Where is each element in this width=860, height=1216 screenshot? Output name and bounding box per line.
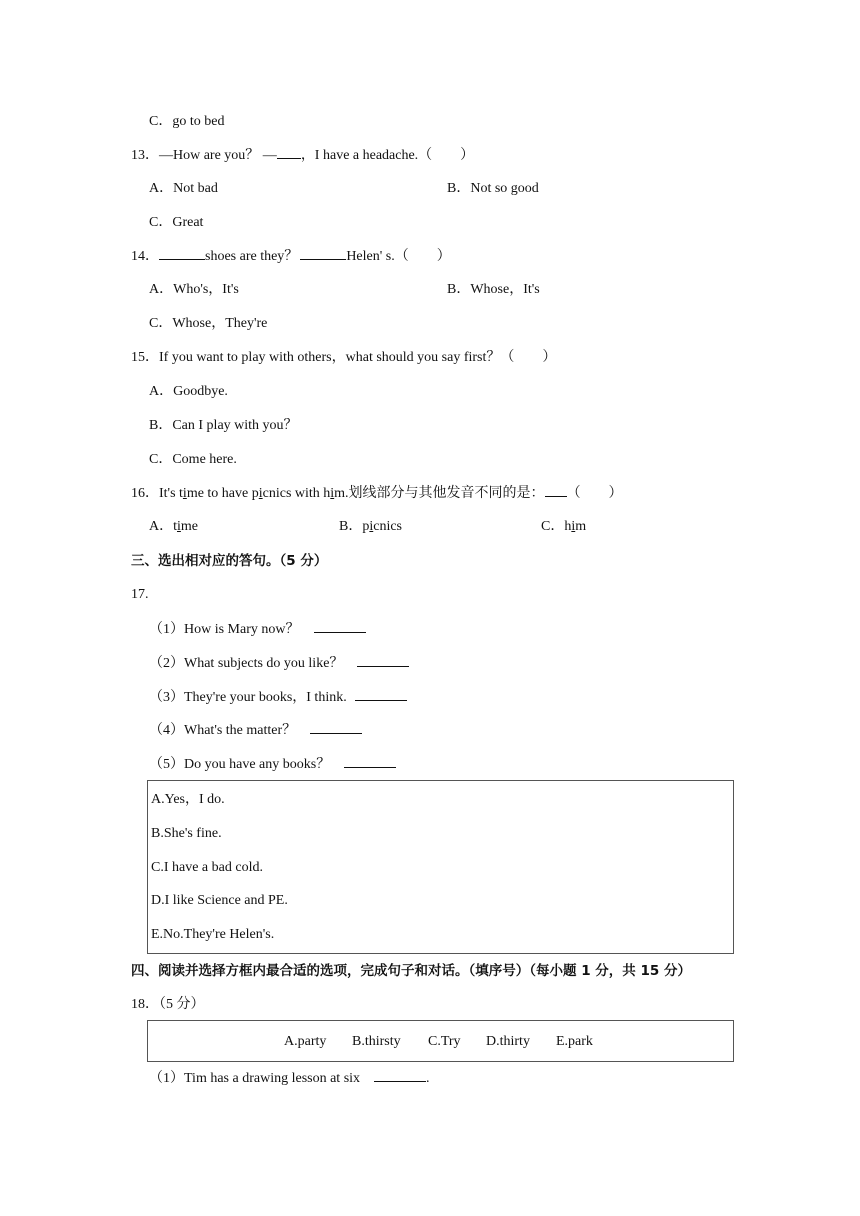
q17-answer-a: A.Yes，I do.: [151, 792, 225, 807]
q17-item-4-text: （4）What's the matter？: [149, 723, 297, 738]
q14-option-c[interactable]: C．Whose，They're: [149, 316, 268, 331]
q16-blank[interactable]: [545, 484, 567, 497]
q16-underlined-3: i: [330, 486, 335, 501]
q15-option-b[interactable]: B．Can I play with you？: [149, 418, 298, 433]
q17-number: 17.: [131, 587, 149, 602]
q13-option-b[interactable]: B．Not so good: [447, 181, 539, 196]
q17-item-4: [149, 721, 362, 740]
q17-answer-b: B.She's fine.: [151, 826, 222, 841]
q16-text-4: m.划线部分与其他发音不同的是：: [334, 486, 545, 501]
q16-option-a[interactable]: [149, 518, 198, 536]
q15-option-a[interactable]: A．Goodbye.: [149, 384, 228, 399]
q16-option-c-underlined: i: [571, 519, 576, 534]
q16-option-b-post: cnics: [373, 519, 402, 534]
q16-text-3: cnics with h: [262, 486, 331, 501]
q13-option-a[interactable]: A．Not bad: [149, 181, 218, 196]
q17-answer-c: C.I have a bad cold.: [151, 860, 263, 875]
q17-item-1-text: （1）How is Mary now？: [149, 622, 300, 637]
q16-option-b[interactable]: [339, 518, 402, 536]
q14-part2: Helen' s.（ ）: [346, 249, 451, 264]
q14-blank-2[interactable]: [300, 247, 346, 260]
q18-item-1-period: .: [426, 1071, 430, 1086]
q16-text-1: 16．It's t: [131, 486, 183, 501]
q18-item-1: [149, 1069, 430, 1088]
q14-option-a[interactable]: A．Who's，It's: [149, 282, 239, 297]
section-4-heading: 四、阅读并选择方框内最合适的选项，完成句子和对话。（填序号）（每小题 1 分，共 15 分）: [131, 963, 691, 979]
q16-underlined-1: i: [182, 486, 187, 501]
q17-item-3-text: （3）They're your books，I think.: [149, 690, 347, 705]
q16-option-a-post: me: [180, 519, 198, 534]
q17-item-3: [149, 688, 407, 707]
section-3-heading: 三、选出相对应的答句。（5 分）: [131, 553, 328, 569]
q17-item-5-text: （5）Do you have any books？: [149, 757, 331, 772]
q12-option-c[interactable]: C．go to bed: [149, 114, 225, 129]
q13-suffix: ，I have a headache.（ ）: [300, 148, 475, 163]
q14-blank-1[interactable]: [159, 247, 205, 260]
q18-choice-a: A.party: [284, 1034, 327, 1049]
q16-text-2: me to have p: [186, 486, 259, 501]
q17-item-2-blank[interactable]: [357, 654, 409, 667]
q16-option-c-pre: C．h: [541, 519, 572, 534]
q18-choice-d: D.thirty: [486, 1034, 530, 1049]
q16-option-b-underlined: i: [369, 519, 374, 534]
q14-option-b[interactable]: B．Whose，It's: [447, 282, 540, 297]
q18-number: 18．（5 分）: [131, 997, 205, 1012]
q17-answer-d: D.I like Science and PE.: [151, 893, 288, 908]
q13-question: [131, 146, 474, 165]
q16-option-a-pre: A．t: [149, 519, 177, 534]
q16-option-a-underlined: i: [177, 519, 181, 534]
q18-item-1-text: （1）Tim has a drawing lesson at six: [149, 1071, 361, 1086]
q13-blank[interactable]: [277, 146, 301, 159]
q18-choice-b: B.thirsty: [352, 1034, 401, 1049]
q17-answer-e: E.No.They're Helen's.: [151, 927, 275, 942]
q16-option-c[interactable]: [541, 518, 586, 536]
q14-question: [131, 247, 451, 266]
q16-option-c-post: m: [575, 519, 587, 534]
q16-option-b-pre: B．p: [339, 519, 370, 534]
q17-item-3-blank[interactable]: [355, 688, 407, 701]
q17-item-2: [149, 654, 409, 673]
q13-option-c[interactable]: C．Great: [149, 215, 204, 230]
q17-item-5-blank[interactable]: [344, 755, 396, 768]
q16-question: [131, 484, 623, 503]
q18-choice-e: E.park: [556, 1034, 593, 1049]
q17-item-1-blank[interactable]: [314, 620, 366, 633]
q18-item-1-blank[interactable]: [374, 1069, 426, 1082]
q16-underlined-2: i: [258, 486, 263, 501]
q14-number: 14．: [131, 249, 159, 264]
q13-prefix: 13．—How are you？ —: [131, 148, 277, 163]
q15-question: 15．If you want to play with others，what should you say first？（ ）: [131, 350, 557, 365]
q17-item-5: [149, 755, 396, 774]
q17-item-2-text: （2）What subjects do you like？: [149, 656, 344, 671]
q17-item-4-blank[interactable]: [310, 721, 362, 734]
q17-item-1: [149, 620, 366, 639]
q18-choice-c: C.Try: [428, 1034, 461, 1049]
q14-part1: shoes are they？: [205, 249, 299, 264]
q16-text-5: （ ）: [566, 486, 623, 501]
q15-option-c[interactable]: C．Come here.: [149, 452, 237, 467]
